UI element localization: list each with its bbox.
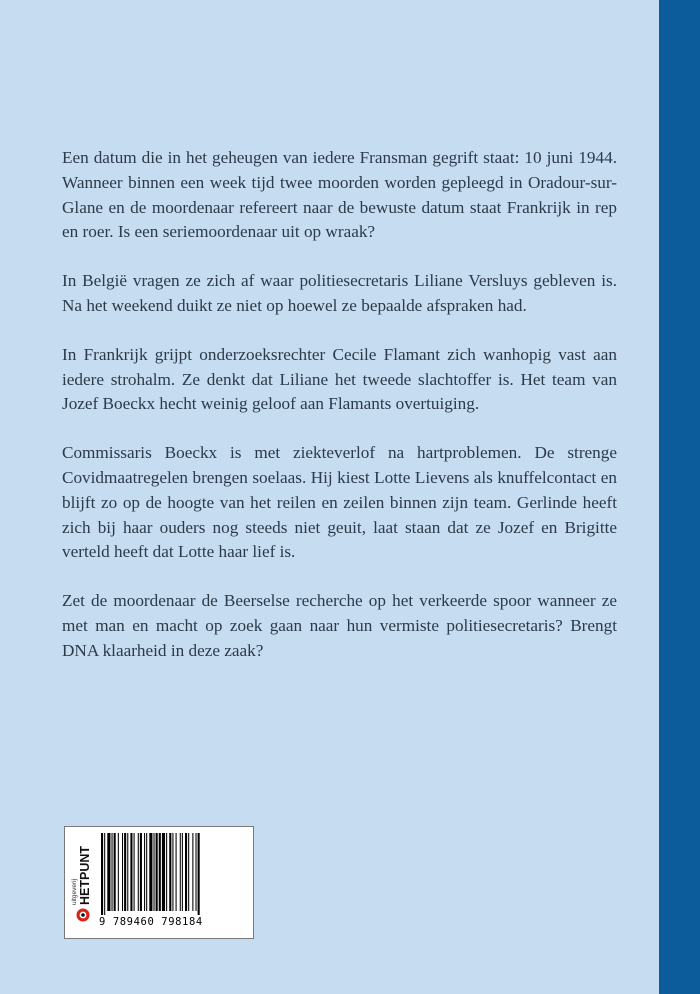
barcode-bar: [166, 833, 167, 911]
barcode-bar: [138, 833, 139, 911]
barcode-bar: [101, 833, 103, 915]
barcode-bar: [127, 833, 128, 911]
publisher-prefix: uitgeverij: [71, 878, 78, 905]
barcode-bar: [154, 833, 155, 911]
barcode-bar: [198, 833, 200, 915]
barcode-bar: [130, 833, 132, 911]
barcode-bar: [188, 833, 189, 911]
blurb-paragraph-2: In België vragen ze zich af waar politiesecretaris Liliane Versluys gebleven is. Na het weekend duikt ze niet op hoewel ze bepaalde afspraken had.: [62, 271, 617, 315]
barcode-bar: [196, 833, 197, 911]
barcode-bar: [124, 833, 126, 911]
barcode-bar: [114, 833, 116, 911]
barcode-bar: [146, 833, 147, 911]
barcode-bar: [149, 833, 152, 911]
barcode-bar: [176, 833, 177, 911]
red-dot-logo-icon: [77, 909, 90, 922]
barcode-bar: [118, 833, 119, 911]
publisher-logo: [65, 827, 95, 938]
barcode-bar: [162, 833, 165, 911]
blurb-paragraph-4: Commissaris Boeckx is met ziekteverlof na hartproblemen. De strenge Covidmaatregelen brengen soelaas. Hij kiest Lotte Lievens als knuffelcontact en blijft zo op de hoogte van het reilen en zeilen binnen zijn team. Gerlinde heeft zich bij haar ouders nog steeds niet geuit, laat staan dat ze Jozef en Brigitte verteld heeft dat Lotte haar lief is.: [62, 443, 617, 562]
barcode-bar: [134, 833, 135, 911]
barcode-bar: [107, 833, 110, 911]
barcode-bar: [144, 833, 145, 911]
barcode-bar: [180, 833, 181, 911]
barcode-bar: [159, 833, 161, 911]
isbn-barcode-box: [64, 826, 254, 939]
blurb-paragraph-5: Zet de moordenaar de Beerselse recherche op het verkeerde spoor wanneer ze met man en macht op zoek gaan naar hun vermiste politiesecretaris? Brengt DNA klaarheid in deze zaak?: [62, 591, 617, 660]
barcode-bar: [182, 833, 183, 911]
barcode-bar: [156, 833, 158, 911]
barcode-bar: [122, 833, 123, 911]
publisher-name: HETPUNT: [78, 845, 92, 905]
barcode-bar: [192, 833, 193, 911]
barcode-bar: [169, 833, 171, 911]
blurb-paragraph-1: Een datum die in het geheugen van iedere Fransman gegrift staat: 10 juni 1944. Wanneer binnen een week tijd twee moorden worden gepleegd in Oradour-sur-Glane en de moordenaar refereert naar de bewuste datum staat Frankrijk in rep en roer. Is een seriemoordenaar uit op wraak?: [62, 148, 617, 242]
barcode-bar: [172, 833, 173, 911]
barcode-bar: [185, 833, 187, 911]
isbn-number: 9 789460 798184: [99, 916, 203, 928]
barcode-bar: [140, 833, 142, 911]
barcode-bar: [112, 833, 113, 911]
book-spine: [659, 0, 700, 994]
back-cover-blurb: [62, 146, 617, 688]
blurb-paragraph-3: In Frankrijk grijpt onderzoeksrechter Cecile Flamant zich wanhopig vast aan iedere strohalm. Ze denkt dat Liliane het tweede slachtoffer is. Het team van Jozef Boeckx hecht weinig geloof aan Flamants overtuiging.: [62, 344, 617, 414]
barcode-bar: [104, 833, 105, 915]
barcode-bars: [99, 833, 247, 915]
